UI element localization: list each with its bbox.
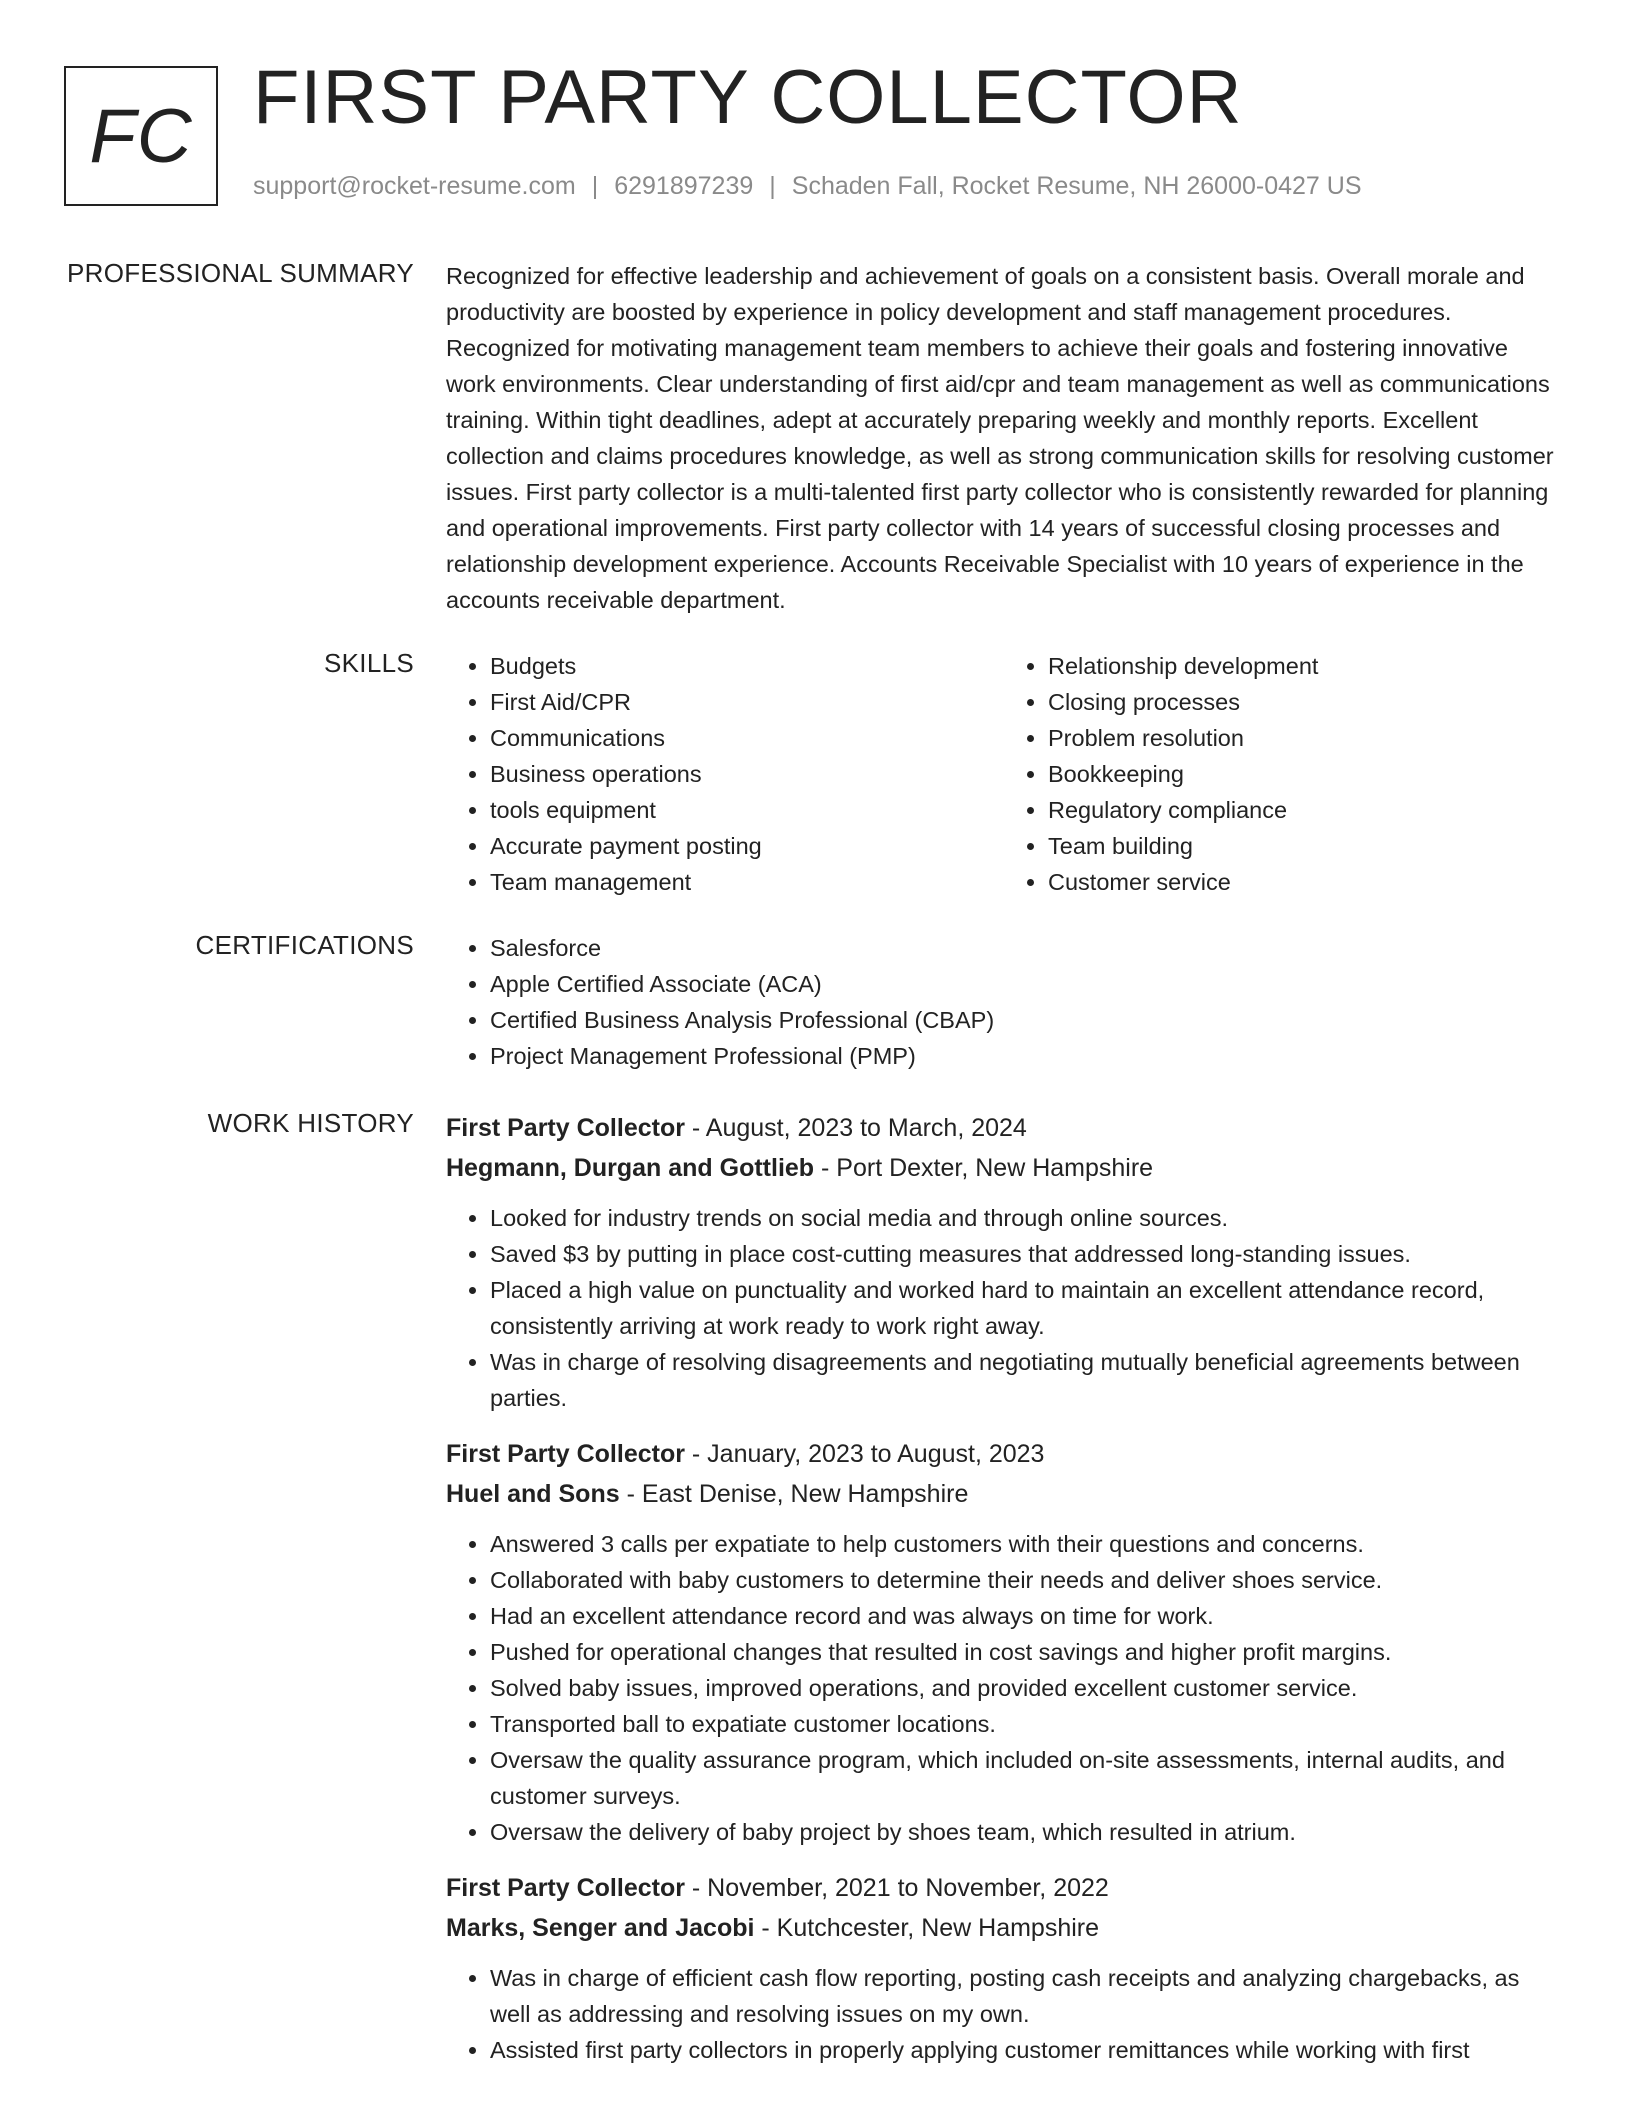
contact-phone: 6291897239 [614, 172, 754, 200]
certification-item: • Salesforce [490, 930, 1562, 966]
job-bullet: • Transported ball to expatiate customer locations. [490, 1706, 1562, 1742]
monogram-initials: FC [89, 93, 193, 179]
job-bullet: • Had an excellent attendance record and was always on time for work. [490, 1598, 1562, 1634]
skill-item: • Accurate payment posting [490, 828, 1004, 864]
job-bullet: • Collaborated with baby customers to determine their needs and deliver shoes service. [490, 1562, 1562, 1598]
job-location: - Kutchcester, New Hampshire [754, 1914, 1100, 1942]
skill-item: • Problem resolution [1048, 720, 1562, 756]
job-company: Huel and Sons [446, 1480, 620, 1508]
skill-item: • Relationship development [1048, 648, 1562, 684]
skills-list-right [1004, 648, 1562, 900]
section-heading-work-history: WORK HISTORY [207, 1108, 414, 1138]
contact-line [253, 172, 1362, 201]
job-entry [446, 1868, 1562, 2068]
job-company: Hegmann, Durgan and Gottlieb [446, 1154, 815, 1182]
job-title-line [446, 1868, 1562, 1908]
certifications-list [446, 930, 1562, 1074]
skill-item: • Team building [1048, 828, 1562, 864]
job-company-line [446, 1474, 1562, 1514]
job-entry [446, 1434, 1562, 1850]
skill-item: • Communications [490, 720, 1004, 756]
skill-item: • Customer service [1048, 864, 1562, 900]
job-bullet: • Oversaw the quality assurance program, which included on-site assessments, internal audits, and customer surveys. [490, 1742, 1562, 1814]
job-company-line [446, 1148, 1562, 1188]
job-bullet: • Saved $3 by putting in place cost-cutting measures that addressed long-standing issues. [490, 1236, 1562, 1272]
certification-item: • Certified Business Analysis Professional (CBAP) [490, 1002, 1562, 1038]
summary-text: Recognized for effective leadership and achievement of goals on a consistent basis. Overall morale and productivity are boosted by experience in policy development and staff management procedures. Recognized for motivating management team members to achieve their goals and fostering innovative work environments. Clear understanding of first aid/cpr and team management as well as communications training. Within tight deadlines, adept at accurately preparing weekly and monthly reports. Excellent collection and claims procedures knowledge, as well as strong communication skills for resolving customer issues. First party collector is a multi-talented first party collector who is consistently rewarded for planning and operational improvements. First party collector with 14 years of successful closing processes and relationship development experience. Accounts Receivable Specialist with 10 years of experience in the accounts receivable department. [446, 263, 1554, 613]
work-history-body [446, 1108, 1562, 2086]
job-bullet: • Answered 3 calls per expatiate to help customers with their questions and concerns. [490, 1526, 1562, 1562]
job-company-line [446, 1908, 1562, 1948]
job-bullet: • Assisted first party collectors in properly applying customer remittances while working with first [490, 2032, 1562, 2068]
skill-item: • Regulatory compliance [1048, 792, 1562, 828]
job-bullets [446, 1200, 1562, 1416]
section-heading-certifications: CERTIFICATIONS [195, 930, 414, 960]
job-bullet: • Oversaw the delivery of baby project by shoes team, which resulted in atrium. [490, 1814, 1562, 1850]
job-dates: - January, 2023 to August, 2023 [684, 1440, 1045, 1468]
contact-separator: | [591, 172, 599, 200]
job-dates: - August, 2023 to March, 2024 [684, 1114, 1027, 1142]
summary-body [446, 258, 1562, 618]
job-bullet: • Pushed for operational changes that resulted in cost savings and higher profit margins. [490, 1634, 1562, 1670]
contact-email: support@rocket-resume.com [253, 172, 576, 200]
skill-item: • Business operations [490, 756, 1004, 792]
section-heading-skills: SKILLS [324, 648, 414, 678]
job-location: - Port Dexter, New Hampshire [814, 1154, 1154, 1182]
job-title: First Party Collector [446, 1440, 685, 1468]
skills-body [446, 648, 1562, 900]
contact-separator: | [769, 172, 776, 200]
certifications-body [446, 930, 1562, 1074]
skill-item: • Bookkeeping [1048, 756, 1562, 792]
skill-item: • Budgets [490, 648, 1004, 684]
job-title: First Party Collector [446, 1874, 685, 1902]
section-heading-summary: PROFESSIONAL SUMMARY [67, 258, 414, 288]
job-bullet: • Was in charge of resolving disagreements and negotiating mutually beneficial agreements between parties. [490, 1344, 1562, 1416]
skills-list-left [446, 648, 1004, 900]
job-entry [446, 1108, 1562, 1416]
job-location: - East Denise, New Hampshire [619, 1480, 969, 1508]
job-bullet: • Placed a high value on punctuality and worked hard to maintain an excellent attendance record, consistently arriving at work ready to work right away. [490, 1272, 1562, 1344]
candidate-name: FIRST PARTY COLLECTOR [253, 55, 1243, 140]
skill-item: • First Aid/CPR [490, 684, 1004, 720]
contact-address: Schaden Fall, Rocket Resume, NH 26000-0427 US [791, 172, 1362, 200]
monogram-box [64, 66, 218, 206]
job-title-line [446, 1434, 1562, 1474]
job-bullet: • Was in charge of efficient cash flow reporting, posting cash receipts and analyzing chargebacks, as well as addressing and resolving issues on my own. [490, 1960, 1562, 2032]
job-company: Marks, Senger and Jacobi [446, 1914, 755, 1942]
job-title-line [446, 1108, 1562, 1148]
certification-item: • Apple Certified Associate (ACA) [490, 966, 1562, 1002]
job-bullet: • Looked for industry trends on social media and through online sources. [490, 1200, 1562, 1236]
skill-item: • Team management [490, 864, 1004, 900]
job-bullets [446, 1960, 1562, 2068]
certification-item: • Project Management Professional (PMP) [490, 1038, 1562, 1074]
job-bullets [446, 1526, 1562, 1850]
job-title: First Party Collector [446, 1114, 685, 1142]
skill-item: • tools equipment [490, 792, 1004, 828]
skill-item: • Closing processes [1048, 684, 1562, 720]
job-bullet: • Solved baby issues, improved operations, and provided excellent customer service. [490, 1670, 1562, 1706]
job-dates: - November, 2021 to November, 2022 [684, 1874, 1109, 1902]
